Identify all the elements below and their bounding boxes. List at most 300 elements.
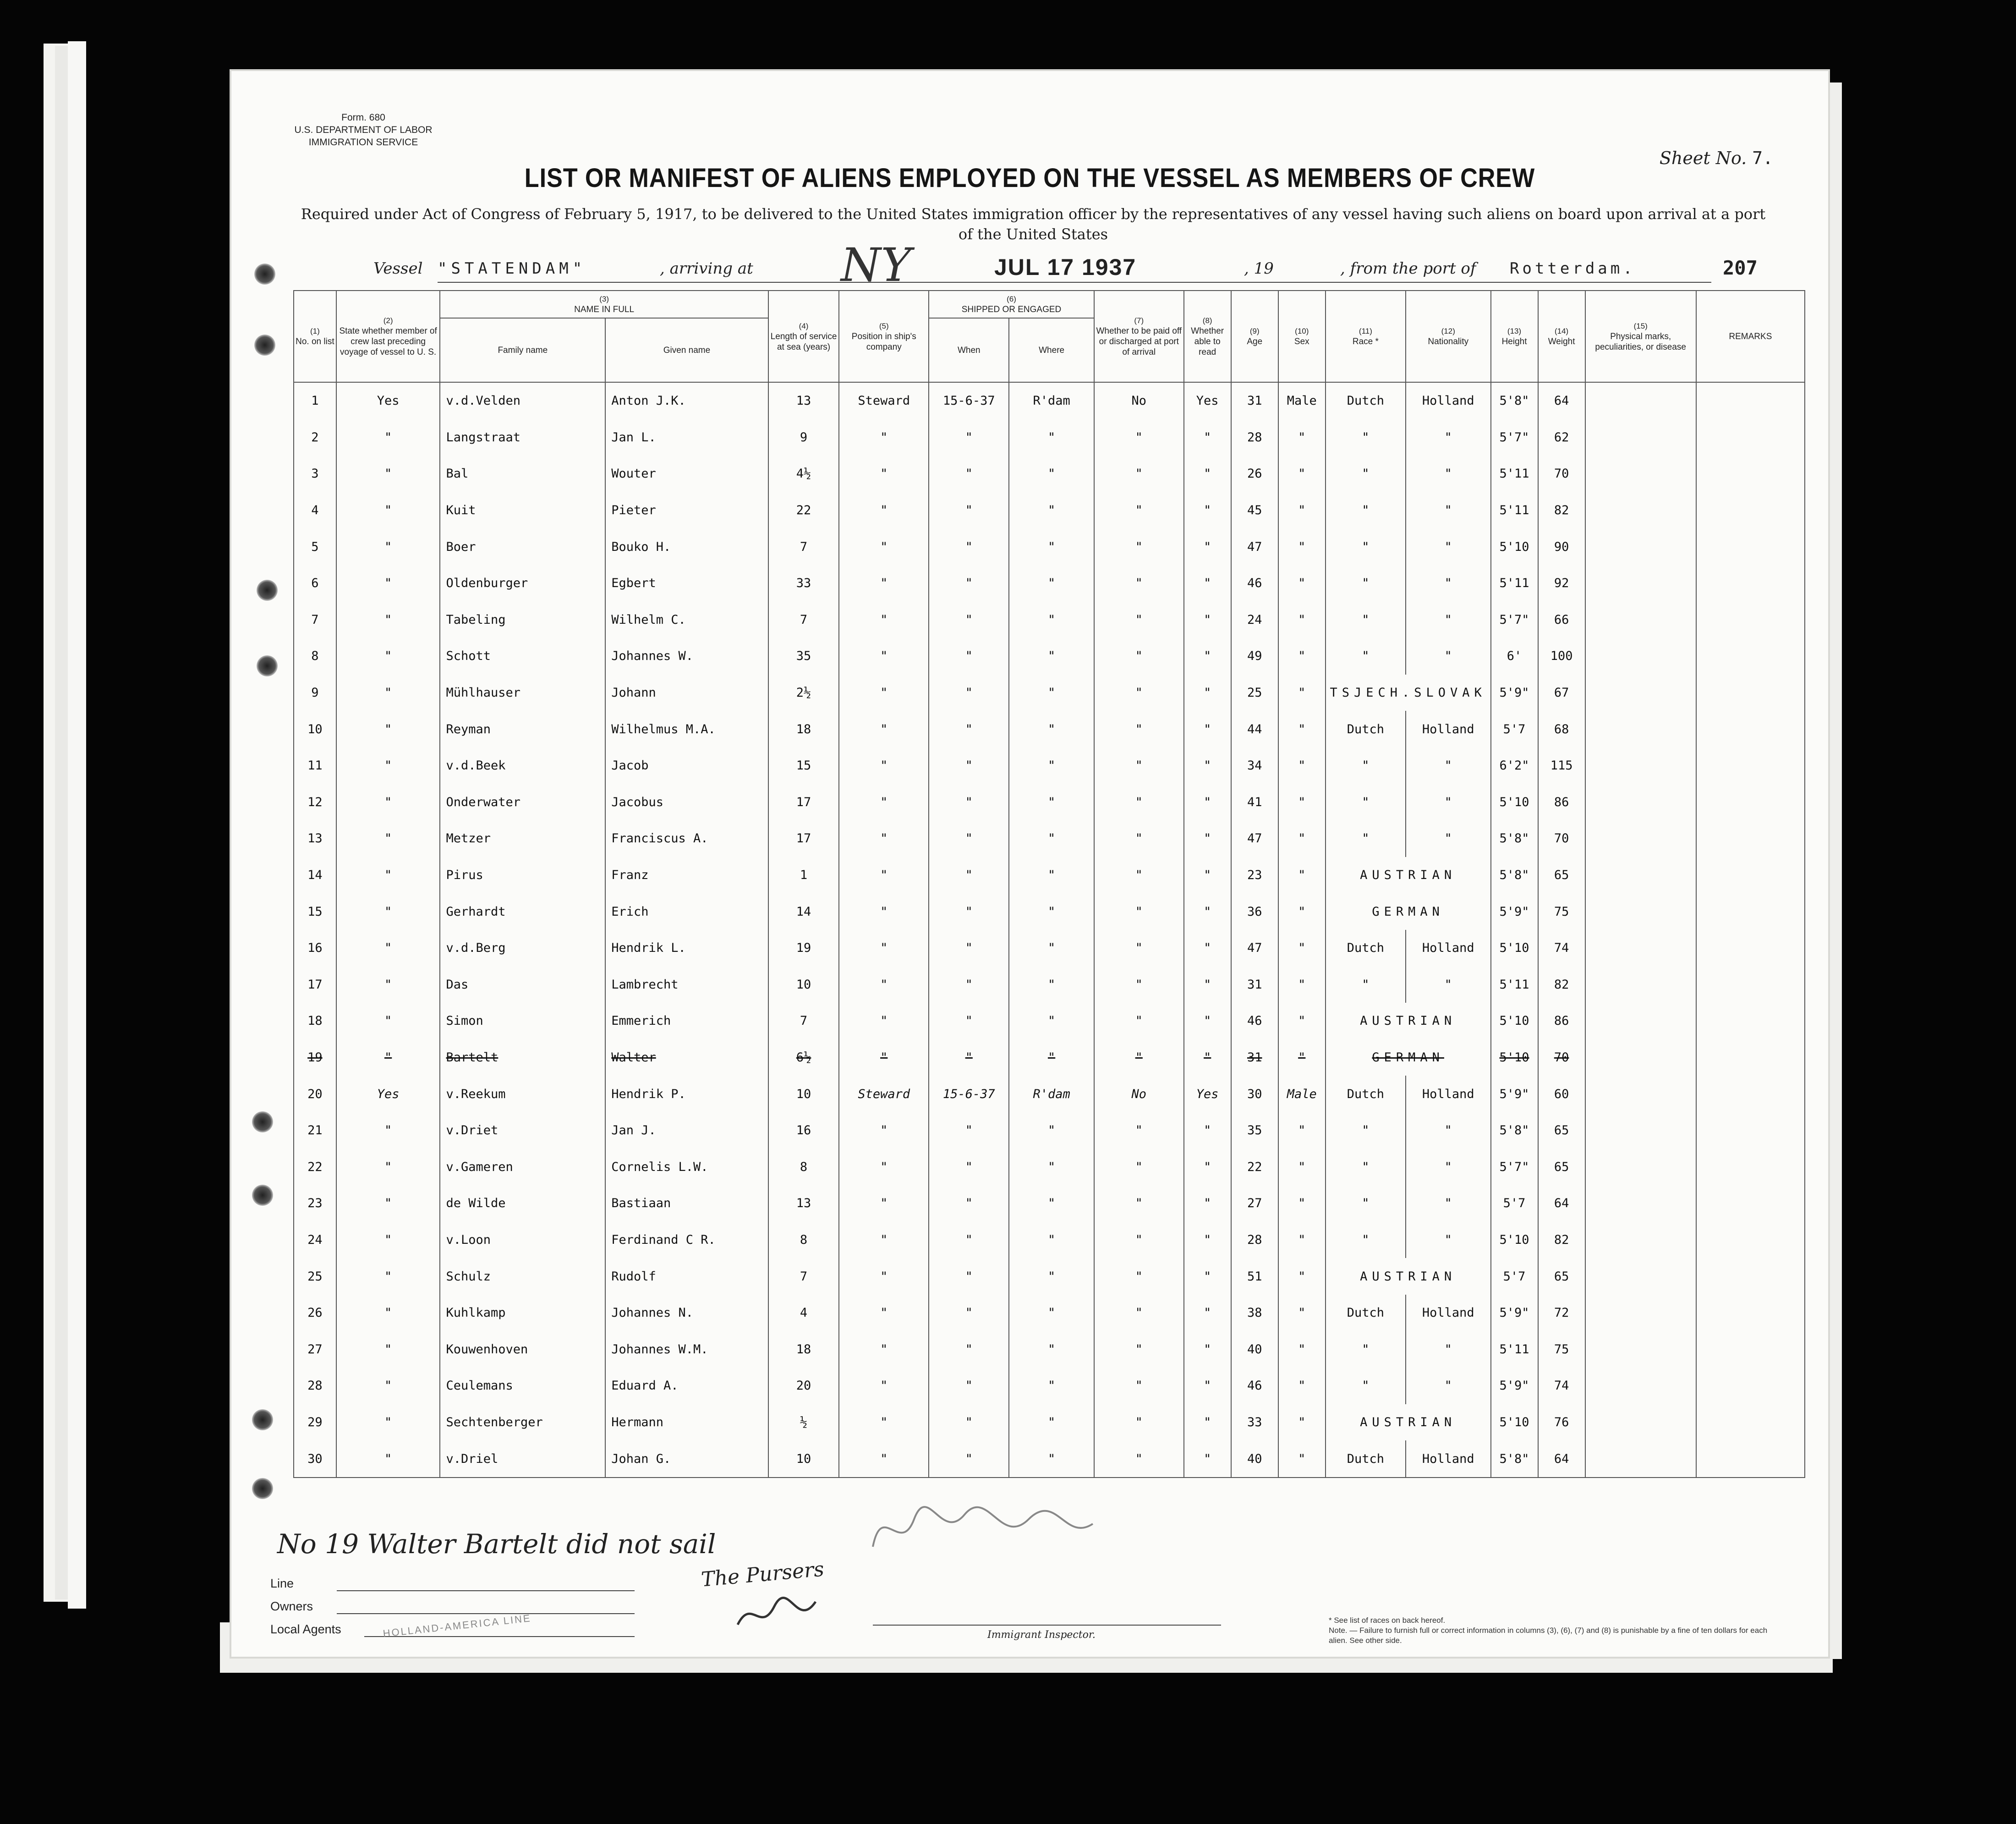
cell-position: " xyxy=(839,602,929,638)
cell-paid-off: " xyxy=(1094,930,1184,967)
cell-paid-off: " xyxy=(1094,1112,1184,1149)
table-row xyxy=(294,1295,1805,1331)
sheet-label: Sheet No. xyxy=(1659,148,1747,168)
binder-hole xyxy=(252,1185,273,1206)
cell-paid-off: " xyxy=(1094,1039,1184,1076)
form-number: Form. 680 xyxy=(341,112,385,123)
table-row xyxy=(294,1148,1805,1185)
cell-given-name: Bouko H. xyxy=(605,528,768,565)
cell-list-number: 8 xyxy=(294,638,336,675)
cell-paid-off: No xyxy=(1094,1076,1184,1112)
page-stack-edge xyxy=(68,41,86,1609)
cell-where: " xyxy=(1009,675,1094,711)
cell-previous-voyage: " xyxy=(336,675,440,711)
table-row xyxy=(294,711,1805,747)
cell-position: " xyxy=(839,675,929,711)
cell-given-name: Eduard A. xyxy=(605,1368,768,1404)
cell-nationality: " xyxy=(1406,1222,1491,1258)
cell-where: " xyxy=(1009,1112,1094,1149)
cell-length-service: 4 xyxy=(768,1295,839,1331)
cell-remarks xyxy=(1696,1112,1805,1149)
cell-family-name: Mühlhauser xyxy=(440,675,605,711)
cell-given-name: Bastiaan xyxy=(605,1185,768,1222)
cell-when: " xyxy=(929,930,1009,967)
cell-sex: " xyxy=(1278,565,1326,602)
cell-nationality: " xyxy=(1406,1368,1491,1404)
cell-height: 5'11 xyxy=(1491,565,1538,602)
col-sex: (10) Sex xyxy=(1278,291,1326,382)
arrival-date-stamp: JUL 17 1937 xyxy=(994,254,1137,280)
sheet-value: 7. xyxy=(1752,148,1773,168)
cell-where: " xyxy=(1009,893,1094,930)
cell-position: " xyxy=(839,747,929,784)
cell-age: 40 xyxy=(1231,1440,1278,1478)
cell-remarks xyxy=(1696,675,1805,711)
cell-position: " xyxy=(839,784,929,821)
cell-when: " xyxy=(929,1404,1009,1441)
corner-number: 207 xyxy=(1723,257,1758,279)
cell-height: 5'10 xyxy=(1491,1404,1538,1441)
cell-physical-marks xyxy=(1585,967,1696,1003)
table-row xyxy=(294,967,1805,1003)
cell-able-to-read: " xyxy=(1184,1440,1231,1478)
cell-family-name: Boer xyxy=(440,528,605,565)
cell-able-to-read: " xyxy=(1184,820,1231,857)
cell-length-service: 8 xyxy=(768,1148,839,1185)
vessel-label: Vessel xyxy=(373,259,423,278)
cell-physical-marks xyxy=(1585,382,1696,419)
cell-race: " xyxy=(1326,602,1406,638)
cell-position: " xyxy=(839,1258,929,1295)
cell-race: Dutch xyxy=(1326,382,1406,419)
pursers-signature-scribble xyxy=(733,1588,825,1638)
cell-list-number: 16 xyxy=(294,930,336,967)
cell-position: " xyxy=(839,967,929,1003)
cell-paid-off: " xyxy=(1094,1404,1184,1441)
cell-race: Dutch xyxy=(1326,1440,1406,1478)
cell-position: " xyxy=(839,930,929,967)
cell-sex: " xyxy=(1278,857,1326,894)
cell-where: " xyxy=(1009,528,1094,565)
cell-nationality: " xyxy=(1406,1331,1491,1368)
penalty-footnote: Note. — Failure to furnish full or correct information in columns (3), (6), (7) and (8) is punishable by a fine of ten dollars for each alien. See other side. xyxy=(1329,1626,1768,1645)
cell-weight: 66 xyxy=(1538,602,1585,638)
cell-length-service: 18 xyxy=(768,1331,839,1368)
cell-where: R'dam xyxy=(1009,1076,1094,1112)
cell-where: " xyxy=(1009,1258,1094,1295)
cell-family-name: Kuhlkamp xyxy=(440,1295,605,1331)
cell-able-to-read: " xyxy=(1184,565,1231,602)
cell-remarks xyxy=(1696,456,1805,492)
cell-paid-off: " xyxy=(1094,857,1184,894)
cell-length-service: 17 xyxy=(768,784,839,821)
cell-when: " xyxy=(929,1331,1009,1368)
cell-able-to-read: " xyxy=(1184,930,1231,967)
cell-length-service: 13 xyxy=(768,382,839,419)
table-row xyxy=(294,857,1805,894)
cell-given-name: Johannes W.M. xyxy=(605,1331,768,1368)
cell-family-name: Schulz xyxy=(440,1258,605,1295)
cell-when: " xyxy=(929,1440,1009,1478)
cell-age: 46 xyxy=(1231,1003,1278,1039)
cell-physical-marks xyxy=(1585,1039,1696,1076)
cell-race: Dutch xyxy=(1326,930,1406,967)
cell-nationality: " xyxy=(1406,528,1491,565)
cell-list-number: 21 xyxy=(294,1112,336,1149)
cell-given-name: Johannes W. xyxy=(605,638,768,675)
binder-hole xyxy=(254,335,275,356)
cell-position: " xyxy=(839,1295,929,1331)
cell-previous-voyage: Yes xyxy=(336,1076,440,1112)
table-row xyxy=(294,565,1805,602)
table-row xyxy=(294,1039,1805,1076)
cell-age: 34 xyxy=(1231,747,1278,784)
cell-length-service: 6½ xyxy=(768,1039,839,1076)
cell-height: 5'7 xyxy=(1491,1185,1538,1222)
cell-age: 40 xyxy=(1231,1331,1278,1368)
cell-paid-off: " xyxy=(1094,565,1184,602)
cell-position: " xyxy=(839,638,929,675)
cell-weight: 86 xyxy=(1538,1003,1585,1039)
cell-given-name: Rudolf xyxy=(605,1258,768,1295)
col-height: (13) Height xyxy=(1491,291,1538,382)
cell-previous-voyage: " xyxy=(336,1258,440,1295)
table-row xyxy=(294,893,1805,930)
cell-length-service: 10 xyxy=(768,1076,839,1112)
cell-given-name: Anton J.K. xyxy=(605,382,768,419)
cell-given-name: Johannes N. xyxy=(605,1295,768,1331)
cell-sex: " xyxy=(1278,747,1326,784)
cell-position: " xyxy=(839,1148,929,1185)
cell-weight: 75 xyxy=(1538,893,1585,930)
cell-paid-off: " xyxy=(1094,1331,1184,1368)
cell-position: " xyxy=(839,1404,929,1441)
cell-previous-voyage: Yes xyxy=(336,382,440,419)
cell-where: " xyxy=(1009,1003,1094,1039)
cell-able-to-read: " xyxy=(1184,1112,1231,1149)
cell-when: " xyxy=(929,1112,1009,1149)
cell-physical-marks xyxy=(1585,1003,1696,1039)
cell-remarks xyxy=(1696,382,1805,419)
cell-list-number: 3 xyxy=(294,456,336,492)
binder-hole xyxy=(252,1478,273,1499)
cell-able-to-read: " xyxy=(1184,492,1231,529)
cell-previous-voyage: " xyxy=(336,1112,440,1149)
col-remarks: REMARKS xyxy=(1696,291,1805,382)
cell-age: 44 xyxy=(1231,711,1278,747)
cell-paid-off: " xyxy=(1094,638,1184,675)
cell-remarks xyxy=(1696,638,1805,675)
footnote xyxy=(1329,1615,1787,1646)
cell-race: " xyxy=(1326,565,1406,602)
cell-remarks xyxy=(1696,1185,1805,1222)
cell-length-service: 8 xyxy=(768,1222,839,1258)
cell-race: " xyxy=(1326,419,1406,456)
cell-remarks xyxy=(1696,1258,1805,1295)
cell-race: AUSTRIAN xyxy=(1326,1404,1491,1441)
cell-when: " xyxy=(929,638,1009,675)
year-label: , 19 xyxy=(1244,259,1274,278)
cell-remarks xyxy=(1696,967,1805,1003)
cell-age: 30 xyxy=(1231,1076,1278,1112)
cell-weight: 70 xyxy=(1538,820,1585,857)
cell-age: 45 xyxy=(1231,492,1278,529)
cell-remarks xyxy=(1696,747,1805,784)
cell-length-service: 2½ xyxy=(768,675,839,711)
table-row xyxy=(294,602,1805,638)
col-nationality: (12) Nationality xyxy=(1406,291,1491,382)
cell-remarks xyxy=(1696,784,1805,821)
cell-list-number: 11 xyxy=(294,747,336,784)
cell-height: 5'10 xyxy=(1491,784,1538,821)
cell-able-to-read: " xyxy=(1184,1368,1231,1404)
cell-height: 5'9" xyxy=(1491,1368,1538,1404)
cell-height: 5'10 xyxy=(1491,528,1538,565)
cell-paid-off: " xyxy=(1094,419,1184,456)
cell-previous-voyage: " xyxy=(336,492,440,529)
cell-paid-off: " xyxy=(1094,456,1184,492)
cell-when: " xyxy=(929,565,1009,602)
cell-remarks xyxy=(1696,857,1805,894)
binder-hole xyxy=(252,1111,273,1132)
cell-able-to-read: " xyxy=(1184,1222,1231,1258)
cell-physical-marks xyxy=(1585,784,1696,821)
cell-list-number: 7 xyxy=(294,602,336,638)
cell-given-name: Hermann xyxy=(605,1404,768,1441)
cell-physical-marks xyxy=(1585,1258,1696,1295)
cell-given-name: Pieter xyxy=(605,492,768,529)
cell-physical-marks xyxy=(1585,1404,1696,1441)
cell-height: 5'8" xyxy=(1491,382,1538,419)
cell-previous-voyage: " xyxy=(336,1295,440,1331)
cell-family-name: Schott xyxy=(440,638,605,675)
line-label: Line xyxy=(270,1577,294,1590)
cell-able-to-read: " xyxy=(1184,638,1231,675)
cell-length-service: 7 xyxy=(768,528,839,565)
cell-given-name: Lambrecht xyxy=(605,967,768,1003)
cell-position: " xyxy=(839,1440,929,1478)
cell-weight: 82 xyxy=(1538,967,1585,1003)
service-name: IMMIGRATION SERVICE xyxy=(308,137,418,148)
cell-paid-off: " xyxy=(1094,893,1184,930)
cell-nationality: Holland xyxy=(1406,382,1491,419)
cell-previous-voyage: " xyxy=(336,967,440,1003)
document-title: LIST OR MANIFEST OF ALIENS EMPLOYED ON THE VESSEL AS MEMBERS OF CREW xyxy=(524,163,1535,193)
cell-sex: " xyxy=(1278,638,1326,675)
cell-height: 5'9" xyxy=(1491,1295,1538,1331)
cell-race: " xyxy=(1326,1331,1406,1368)
cell-height: 5'10 xyxy=(1491,1222,1538,1258)
cell-length-service: 7 xyxy=(768,1003,839,1039)
cell-able-to-read: " xyxy=(1184,1404,1231,1441)
cell-sex: " xyxy=(1278,893,1326,930)
cell-when: " xyxy=(929,1039,1009,1076)
manifest-page xyxy=(231,71,1828,1657)
cell-age: 31 xyxy=(1231,967,1278,1003)
binder-hole xyxy=(254,264,275,285)
cell-previous-voyage: " xyxy=(336,1003,440,1039)
cell-given-name: Franz xyxy=(605,857,768,894)
cell-race: " xyxy=(1326,1368,1406,1404)
cell-previous-voyage: " xyxy=(336,857,440,894)
cell-sex: " xyxy=(1278,1112,1326,1149)
cell-sex: " xyxy=(1278,1258,1326,1295)
cell-weight: 70 xyxy=(1538,1039,1585,1076)
cell-sex: " xyxy=(1278,1039,1326,1076)
cell-position: " xyxy=(839,1039,929,1076)
cell-physical-marks xyxy=(1585,492,1696,529)
cell-when: " xyxy=(929,492,1009,529)
cell-given-name: Jacobus xyxy=(605,784,768,821)
cell-physical-marks xyxy=(1585,1440,1696,1478)
cell-list-number: 22 xyxy=(294,1148,336,1185)
cell-age: 51 xyxy=(1231,1258,1278,1295)
cell-when: " xyxy=(929,456,1009,492)
cell-remarks xyxy=(1696,711,1805,747)
cell-height: 5'9" xyxy=(1491,893,1538,930)
cell-paid-off: " xyxy=(1094,492,1184,529)
cell-height: 5'8" xyxy=(1491,820,1538,857)
table-row xyxy=(294,1185,1805,1222)
table-row xyxy=(294,492,1805,529)
cell-sex: " xyxy=(1278,1003,1326,1039)
cell-family-name: v.Driet xyxy=(440,1112,605,1149)
cell-previous-voyage: " xyxy=(336,1368,440,1404)
cell-race: AUSTRIAN xyxy=(1326,857,1491,894)
cell-length-service: 35 xyxy=(768,638,839,675)
cell-race: " xyxy=(1326,492,1406,529)
cell-height: 5'8" xyxy=(1491,1112,1538,1149)
table-row xyxy=(294,638,1805,675)
cell-weight: 92 xyxy=(1538,565,1585,602)
cell-remarks xyxy=(1696,528,1805,565)
cell-list-number: 27 xyxy=(294,1331,336,1368)
cell-race: Dutch xyxy=(1326,711,1406,747)
cell-race: " xyxy=(1326,1185,1406,1222)
cell-age: 23 xyxy=(1231,857,1278,894)
cell-sex: " xyxy=(1278,602,1326,638)
binder-hole xyxy=(257,580,278,601)
cell-height: 5'7 xyxy=(1491,1258,1538,1295)
cell-age: 41 xyxy=(1231,784,1278,821)
table-row xyxy=(294,1258,1805,1295)
cell-height: 5'11 xyxy=(1491,492,1538,529)
cell-position: " xyxy=(839,419,929,456)
cell-when: " xyxy=(929,1222,1009,1258)
cell-physical-marks xyxy=(1585,638,1696,675)
cell-family-name: Onderwater xyxy=(440,784,605,821)
cell-able-to-read: " xyxy=(1184,893,1231,930)
cell-physical-marks xyxy=(1585,1368,1696,1404)
cell-physical-marks xyxy=(1585,747,1696,784)
cell-age: 35 xyxy=(1231,1112,1278,1149)
cell-list-number: 23 xyxy=(294,1185,336,1222)
col-when: When xyxy=(929,318,1009,382)
cell-given-name: Hendrik L. xyxy=(605,930,768,967)
cell-list-number: 14 xyxy=(294,857,336,894)
cell-sex: " xyxy=(1278,1185,1326,1222)
cell-paid-off: " xyxy=(1094,784,1184,821)
cell-remarks xyxy=(1696,1404,1805,1441)
cell-family-name: Bartelt xyxy=(440,1039,605,1076)
cell-previous-voyage: " xyxy=(336,1331,440,1368)
cell-race: AUSTRIAN xyxy=(1326,1258,1491,1295)
cell-given-name: Cornelis L.W. xyxy=(605,1148,768,1185)
cell-paid-off: " xyxy=(1094,820,1184,857)
table-row xyxy=(294,382,1805,419)
cell-position: " xyxy=(839,1112,929,1149)
cell-list-number: 1 xyxy=(294,382,336,419)
cell-age: 25 xyxy=(1231,675,1278,711)
cell-physical-marks xyxy=(1585,1295,1696,1331)
cell-remarks xyxy=(1696,893,1805,930)
cell-able-to-read: " xyxy=(1184,747,1231,784)
requirement-text: Required under Act of Congress of February 5, 1917, to be delivered to the United States immigration officer by the representatives of any vessel having such aliens on board upon arrival at a port of the United States xyxy=(301,205,1766,243)
cell-nationality: " xyxy=(1406,638,1491,675)
table-row xyxy=(294,1331,1805,1368)
cell-paid-off: " xyxy=(1094,1148,1184,1185)
cell-when: " xyxy=(929,602,1009,638)
cell-previous-voyage: " xyxy=(336,1148,440,1185)
col-paid-off: (7) Whether to be paid off or discharged at port of arrival xyxy=(1094,291,1184,382)
col-weight: (14) Weight xyxy=(1538,291,1585,382)
cell-physical-marks xyxy=(1585,528,1696,565)
cell-given-name: Emmerich xyxy=(605,1003,768,1039)
cell-weight: 82 xyxy=(1538,492,1585,529)
cell-remarks xyxy=(1696,602,1805,638)
cell-sex: " xyxy=(1278,419,1326,456)
cell-weight: 76 xyxy=(1538,1404,1585,1441)
from-port: Rotterdam. xyxy=(1510,259,1636,278)
cell-where: " xyxy=(1009,930,1094,967)
cell-physical-marks xyxy=(1585,456,1696,492)
cell-given-name: Johan G. xyxy=(605,1440,768,1478)
cell-remarks xyxy=(1696,1076,1805,1112)
cell-family-name: Bal xyxy=(440,456,605,492)
cell-nationality: " xyxy=(1406,1112,1491,1149)
cell-length-service: 15 xyxy=(768,747,839,784)
col-where: Where xyxy=(1009,318,1094,382)
cell-weight: 74 xyxy=(1538,1368,1585,1404)
cell-where: R'dam xyxy=(1009,382,1094,419)
cell-nationality: " xyxy=(1406,602,1491,638)
cell-position: " xyxy=(839,565,929,602)
cell-remarks xyxy=(1696,1039,1805,1076)
cell-previous-voyage: " xyxy=(336,1222,440,1258)
cell-paid-off: " xyxy=(1094,1295,1184,1331)
cell-sex: " xyxy=(1278,711,1326,747)
cell-sex: " xyxy=(1278,1440,1326,1478)
cell-previous-voyage: " xyxy=(336,419,440,456)
cell-age: 26 xyxy=(1231,456,1278,492)
cell-where: " xyxy=(1009,565,1094,602)
table-row xyxy=(294,930,1805,967)
cell-weight: 68 xyxy=(1538,711,1585,747)
cell-when: 15-6-37 xyxy=(929,382,1009,419)
cell-age: 46 xyxy=(1231,565,1278,602)
cell-weight: 82 xyxy=(1538,1222,1585,1258)
cell-able-to-read: " xyxy=(1184,1331,1231,1368)
cell-age: 47 xyxy=(1231,528,1278,565)
cell-family-name: Metzer xyxy=(440,820,605,857)
cell-age: 49 xyxy=(1231,638,1278,675)
cell-height: 5'7" xyxy=(1491,602,1538,638)
cell-when: " xyxy=(929,820,1009,857)
cell-when: " xyxy=(929,784,1009,821)
cell-length-service: 7 xyxy=(768,602,839,638)
table-row xyxy=(294,1076,1805,1112)
vessel-underline xyxy=(438,282,1711,283)
